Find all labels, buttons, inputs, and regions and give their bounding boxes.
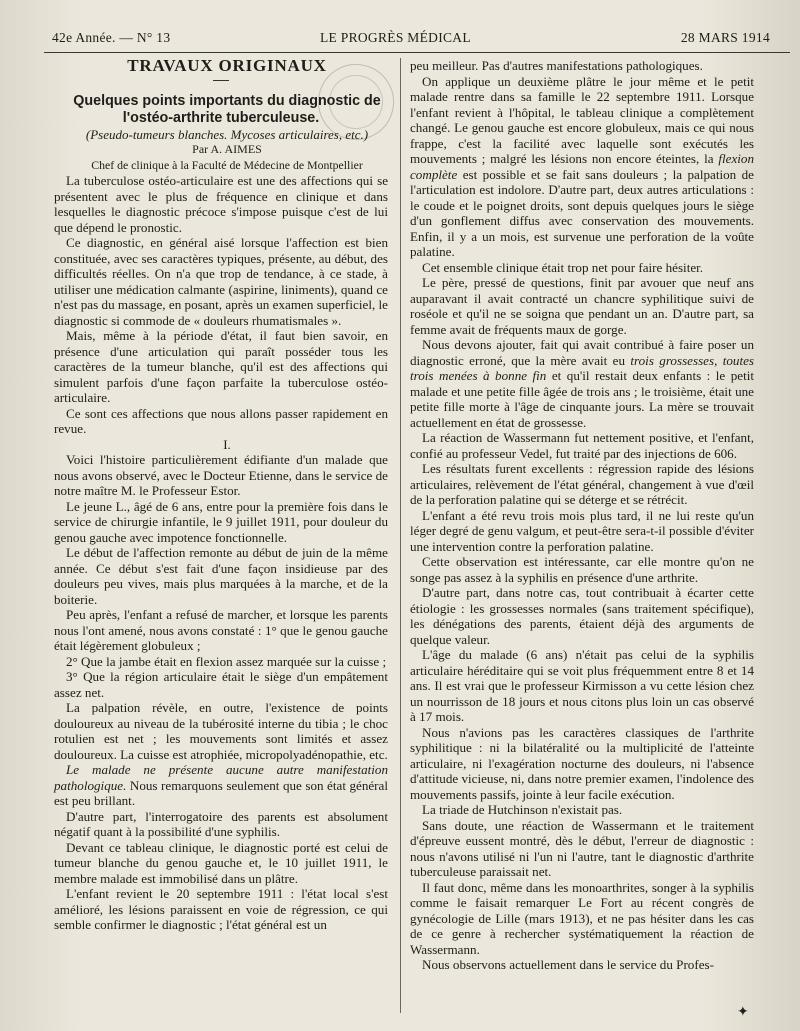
body-paragraph xyxy=(410,337,754,430)
body-paragraph: D'autre part, l'interrogatoire des parents est absolument négatif quant à la possibilité d'une syphilis. xyxy=(54,808,388,839)
body-text: On applique un deuxième plâtre le jour même et le petit malade rentre dans sa famille le 22 septembre 1911. Lorsque l'enfant revient à l'hôpital, le tableau clinique a complètement changé. Le genou gauche est encore globuleux, mais ce qui nous frappe, c'est la facilité avec laquelle sont exécutés les mouvements ; malgré les lésions non encore éteintes, la xyxy=(410,73,754,166)
body-paragraph: Les résultats furent excellents : régression rapide des lésions articulaires, relèvement de l'état général, changement à vue d'œil de la perforation palatine qui se déterge et se rétrécit. xyxy=(410,461,754,507)
left-column xyxy=(54,58,388,933)
body-paragraph: Nous n'avions pas les caractères classiques de l'arthrite syphilitique : ni la bilatéralité ou la multiplicité de l'atteinte articulaire, ni l'exagération nocturne des douleurs, ni l'absence d'attitude vicieuse, ni, dans notre premier examen, l'indolence des mouvements passifs, jointe à leur facile exécution. xyxy=(410,724,754,802)
body-paragraph: La tuberculose ostéo-articulaire est une des affections qui se présentent avec le plus de fréquence en clinique et dans lesquelles le diagnostic précoce s'impose puisque c'est de lui que dépend le pronostic. xyxy=(54,173,388,235)
ornament-icon: ✦ xyxy=(737,1005,749,1020)
body-paragraph: 3° Que la région articulaire était le siège d'un empâtement assez net. xyxy=(54,669,388,700)
body-paragraph: Nous observons actuellement dans le service du Profes- xyxy=(422,957,714,972)
body-text: et qu'il restait deux enfants : le petit malade et une petite fille âgée de trois ans ; le troisième, était une petite fille morte à l'âge de cinquante jours. La mère se trouvait actuellement en état de grossesse. xyxy=(410,368,754,430)
body-paragraph: L'enfant revient le 20 septembre 1911 : l'état local s'est amélioré, les lésions paraissent en voie de régression, ce qui semble confirmer le diagnostic ; l'état général est un xyxy=(54,886,388,932)
body-paragraph: Peu après, l'enfant a refusé de marcher, et lorsque les parents nous l'ont amené, nous avons constaté : 1° que le genou gauche était légèrement globuleux ; xyxy=(54,607,388,653)
running-head xyxy=(52,30,770,50)
body-paragraph: Cette observation est intéressante, car elle montre qu'on ne songe pas assez à la syphilis en présence d'une arthrite. xyxy=(410,554,754,585)
body-paragraph: La réaction de Wassermann fut nettement positive, et l'enfant, confié au professeur Vedel, fut traité par des injections de 606. xyxy=(410,430,754,461)
column-divider xyxy=(400,58,401,1013)
body-paragraph xyxy=(54,762,388,809)
author-affiliation: Chef de clinique à la Faculté de Médecine de Montpellier xyxy=(91,157,363,172)
journal-title: LE PROGRÈS MÉDICAL xyxy=(320,30,471,45)
body-paragraph xyxy=(410,74,754,260)
body-paragraph: La triade de Hutchinson n'existait pas. xyxy=(422,802,623,817)
article-subtitle: (Pseudo-tumeurs blanches. Mycoses articulaires, etc.) xyxy=(85,126,369,142)
body-paragraph: La palpation révèle, en outre, l'existence de points douloureux au niveau de la tubérosité interne du tibia ; le choc rotulien est net ; les mouvements sont limités et assez douloureux. La cuisse est atrophiée, micropolyadénopathie, etc. xyxy=(54,700,388,762)
title-rule xyxy=(213,80,229,81)
body-paragraph: Le début de l'affection remonte au début de juin de la même année. Ce début s'est fait d'une façon insidieuse par des douleurs peu vives, mais plus marquées à la marche, et de la boiterie. xyxy=(54,545,388,607)
body-paragraph: Devant ce tableau clinique, le diagnostic porté est celui de tumeur blanche du genou gauche et, le 10 juillet 1911, le membre malade est immobilisé dans un plâtre. xyxy=(54,839,388,886)
body-paragraph: Sans doute, une réaction de Wassermann et le traitement d'épreuve eussent montré, dès le début, l'erreur de diagnostic : nous n'avons utilisé ni l'un ni l'autre, tant le diagnostic d'arthrite tuberculeuse paraissait net. xyxy=(410,817,754,879)
body-paragraph: Il faut donc, même dans les monoarthrites, songer à la syphilis comme le faisait remarquer Le Fort au récent congrès de gynécologie de Lille (mars 1913), et ne pas hésiter dans les cas de ce genre à rechercher systématiquement la réaction de Wassermann. xyxy=(410,879,754,957)
italic-text: trois grossesses, toutes trois menées à bonne fin xyxy=(410,352,754,383)
byline: Par A. AIMES xyxy=(192,142,262,156)
body-paragraph: Ce diagnostic, en général aisé lorsque l'affection est bien constituée, avec ses caractères typiques, présente, au début, des difficultés réelles. On n'a que trop de tendance, à ce stade, à utiliser une médication calmante (aspirine, liniments), quand ce n'est pas du massage, en posant, après un examen superficiel, le diagnostic si commode de « douleurs rhumatismales ». xyxy=(54,235,388,328)
right-column xyxy=(410,58,754,973)
header-rule xyxy=(44,52,790,53)
body-paragraph: peu meilleur. Pas d'autres manifestations pathologiques. xyxy=(410,58,703,73)
body-paragraph: Cet ensemble clinique était trop net pour faire hésiter. xyxy=(422,259,704,275)
body-paragraph: Ce sont ces affections que nous allons passer rapidement en revue. xyxy=(54,405,388,436)
article-title-line2: l'ostéo-arthrite tuberculeuse. xyxy=(122,109,320,126)
body-text: Nous remarquons seulement que son état général est peu brillant. xyxy=(54,777,388,808)
issue-number: 42e Année. — N° 13 xyxy=(52,30,171,45)
body-paragraph: L'enfant a été revu trois mois plus tard, il ne lui reste qu'un léger degré de genu valgum, et peut-être sera-t-il possible d'éviter une intervention contre la perforation palatine. xyxy=(410,507,754,554)
body-paragraph: 2° Que la jambe était en flexion assez marquée sur la cuisse ; xyxy=(66,653,387,669)
article-title-line1: Quelques points importants du diagnostic de xyxy=(73,92,381,109)
body-text: est possible et se fait sans douleurs ; la palpation de l'articulation est indolore. D'autre part, deux autres articulations : le coude et le poignet droits, sont depuis quelques jours le siège d'un gonflement diffus avec conservation des mouvements. Enfin, il y a un mois, est survenue une perforation de la voûte palatine. xyxy=(410,166,754,259)
body-paragraph: Le jeune L., âgé de 6 ans, entre pour la première fois dans le service de chirurgie infantile, le 9 juillet 1911, pour douleur du genou gauche avec impotence fonctionnelle. xyxy=(54,498,388,545)
body-text: Nous devons ajouter, fait qui avait contribué à faire poser un diagnostic erroné, que la mère avait eu xyxy=(410,337,754,368)
body-paragraph: Mais, même à la période d'état, il faut bien savoir, en présence d'une articulation qui paraît posséder tous les caractères de la tumeur blanche, qu'il est des affections qui simulent parfois d'une façon parfaite la tuberculose ostéo-articulaire. xyxy=(54,328,388,405)
section-title: TRAVAUX ORIGINAUX xyxy=(127,56,327,75)
body-paragraph: Le père, pressé de questions, finit par avouer que neuf ans auparavant il avait contracté un chancre syphilitique suivi de roséole et qu'il ne se soigna que pendant un an. D'autre part, sa femme avait de fréquents maux de gorge. xyxy=(410,275,754,337)
article-title xyxy=(54,93,388,127)
italic-text: flexion complète xyxy=(410,151,754,182)
italic-text: Le malade ne présente aucune autre manifestation pathologique. xyxy=(54,762,388,793)
body-paragraph: D'autre part, dans notre cas, tout contribuait à écarter cette étiologie : les grossesses normales (sans traitement spécifique), les dénégations des parents, étaient déjà des arguments de quelque valeur. xyxy=(410,585,754,647)
body-paragraph: L'âge du malade (6 ans) n'était pas celui de la syphilis articulaire héréditaire qui se voit plus fréquemment entre 8 et 14 ans. Il est vrai que le professeur Kirmisson a vu cette lésion chez un nourrisson de 18 jours et nous citons plus loin un cas observé à 17 mois. xyxy=(410,647,754,724)
section-numeral: I. xyxy=(223,436,231,452)
issue-date: 28 MARS 1914 xyxy=(680,30,770,45)
body-paragraph: Voici l'histoire particulièrement édifiante d'un malade que nous avons observé, avec le Docteur Etienne, dans le service de notre maître M. le Professeur Estor. xyxy=(54,452,388,498)
